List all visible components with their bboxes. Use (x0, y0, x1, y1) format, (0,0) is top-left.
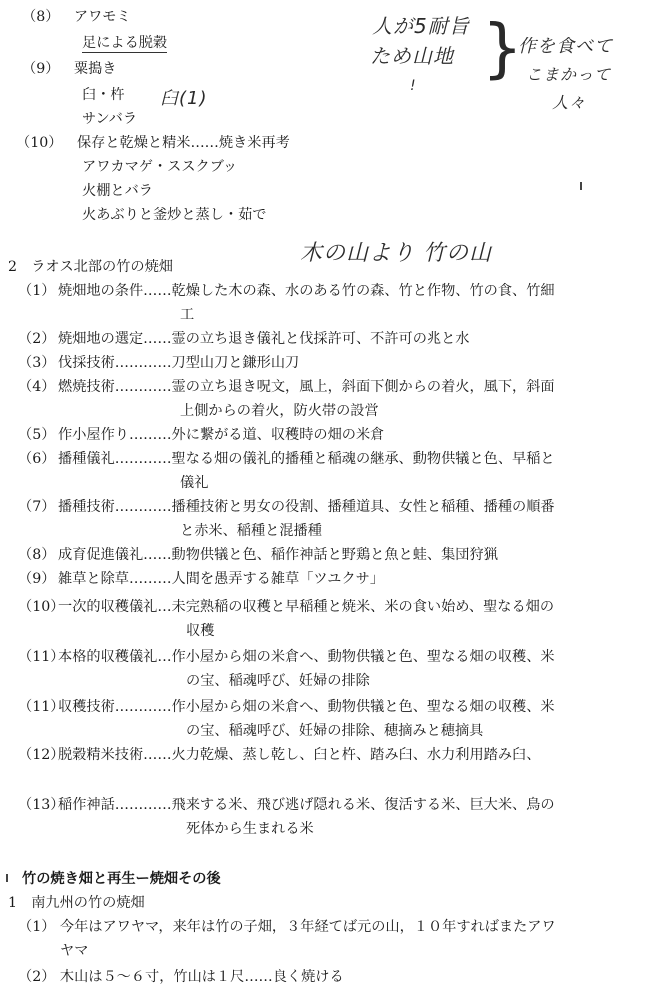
section-2-item-line (18, 282, 555, 300)
section-3-subheading: 1 南九州の竹の焼畑 (8, 895, 145, 911)
section-2-item-number: （8） (18, 547, 56, 563)
section-2-item-description-cont: 上側からの着火，防火帯の設営 (180, 403, 379, 419)
section-2-item-number: （10） (18, 599, 65, 615)
item9-number: （9） (22, 61, 60, 77)
section-2-item-number: （4） (18, 379, 56, 395)
section-2-item-description: 火力乾燥、蒸し乾し、臼と杵、踏み臼、水力利用踏み臼、 (171, 747, 541, 763)
item10-sub1: アワカマゲ・ススクブッ (82, 159, 238, 175)
section-2-item-description: 聖なる畑の儀礼的播種と稲魂の継承、動物供犠と色、早稲と (171, 451, 555, 467)
section-2-item-title: 播種儀礼………… (58, 451, 172, 467)
section-2-item-description: 人間を愚弄する雑草「ツユクサ」 (171, 571, 385, 587)
item10-sub3-line (82, 206, 266, 224)
section-2-item-title: 焼畑地の選定…… (58, 331, 172, 347)
section-2-item-title: 播種技術………… (58, 499, 172, 515)
section-2-item-description-cont: 収穫 (186, 623, 215, 639)
section-3-item1-line (18, 918, 556, 936)
margin-mark (6, 874, 8, 882)
section-2-item-description-cont: の宝、稲魂呼び、妊婦の排除 (186, 673, 370, 689)
section-2-item-description: 動物供犠と色、稲作神話と野鶏と魚と蛙、集団狩猟 (171, 547, 498, 563)
section-2-item-description: 飛来する米、飛び逃げ隠れる米、復活する米、巨大米、鳥の (171, 797, 555, 813)
section-2-item-line (18, 698, 555, 716)
item9-sub2: サンバラ (82, 111, 138, 127)
item10-sub1-line (82, 158, 237, 176)
section-2-item-number: （12） (18, 747, 65, 763)
section-2-item-title: 作小屋作り……… (58, 427, 172, 443)
section-2-item-description-cont: の宝、稲魂呼び、妊婦の排除、穂摘みと穂摘具 (186, 723, 484, 739)
section-2-item-line (18, 598, 554, 616)
section-3-item2-number: （2） (18, 969, 56, 985)
section-2-item-title: 焼畑地の条件…… (58, 283, 172, 299)
section-2-item-line (18, 330, 469, 348)
item9-sub1: 臼・杵 (82, 87, 125, 103)
item10-sub2-line (82, 182, 153, 200)
section-2-item-line (18, 498, 555, 516)
section-3-item1-number: （1） (18, 919, 56, 935)
section-2-item-description-cont: 死体から生まれる米 (186, 821, 314, 837)
section-2-item-description: 播種技術と男女の役割、播種道具、女性と稲種、播種の順番 (171, 499, 555, 515)
section-2-item-description: 作小屋から畑の米倉へ、動物供犠と色、聖なる畑の収穫、米 (171, 649, 555, 665)
item9-title: 粟搗き (73, 61, 117, 77)
item10-sub2: 火棚とバラ (82, 183, 153, 199)
section-2-item-title: 雑草と除草……… (58, 571, 172, 587)
section-2-item-line (18, 450, 555, 468)
item10-line (16, 134, 290, 152)
section-2-item-number: （11） (18, 699, 65, 715)
section-2-item-number: （9） (18, 571, 56, 587)
section-2-item-line (18, 426, 384, 444)
section-2-item-line (18, 570, 384, 588)
section-3-item2-text: 木山は５～６寸，竹山は１尺……良く焼ける (59, 969, 344, 985)
handwritten-note-section2: 木の山より 竹の山 (300, 241, 492, 266)
item8-sub: 足による脱穀 (82, 35, 168, 51)
section-2-item-line (18, 546, 498, 564)
section-2-item-number: （2） (18, 331, 56, 347)
section-2-item-title: 一次的収穫儀礼… (58, 599, 172, 615)
item8-number: （8） (22, 9, 60, 25)
pencil-mark (580, 182, 582, 190)
item10-sub3: 火あぶりと釜炒と蒸し・茹で (82, 207, 267, 223)
section-2-item-description: 未完熟稲の収穫と早稲種と焼米、米の食い始め、聖なる畑の (171, 599, 555, 615)
section-2-heading: 2 ラオス北部の竹の焼畑 (8, 259, 173, 275)
item9-sub1-line (82, 86, 125, 104)
section-2-item-number: （6） (18, 451, 56, 467)
section-2-item-number: （13） (18, 797, 65, 813)
section-3-item2-line (18, 968, 344, 986)
section-2-item-line (18, 354, 299, 372)
section-2-item-title: 稲作神話………… (58, 797, 172, 813)
section-2-item-title: 燃焼技術………… (58, 379, 172, 395)
item9-line (22, 60, 117, 78)
section-2-item-number: （1） (18, 283, 56, 299)
section-2-item-description: 作小屋から畑の米倉へ、動物供犠と色、聖なる畑の収穫、米 (171, 699, 555, 715)
handwritten-note-upper-3: ! (410, 78, 417, 94)
section-2-item-number: （11） (18, 649, 65, 665)
section-2-item-line (18, 378, 555, 396)
section-2-item-line (18, 796, 555, 814)
section-2-item-number: （3） (18, 355, 56, 371)
section-2-item-description-cont: と赤米、稲種と混播種 (180, 523, 322, 539)
item9-sub2-line (82, 110, 137, 128)
section-2-item-title: 本格的収穫儀礼… (58, 649, 172, 665)
section-2-item-description: 霊の立ち退き儀礼と伐採許可、不許可の兆と水 (171, 331, 470, 347)
item10-number: （10） (16, 135, 63, 151)
section-2-item-description: 刀型山刀と鎌形山刀 (171, 355, 300, 371)
section-3-item1-text: 今年はアワヤマ，来年は竹の子畑，３年経てば元の山，１０年すればまたアワ (59, 919, 556, 935)
section-2-item-description: 霊の立ち退き呪文，風上，斜面下側からの着火，風下，斜面 (171, 379, 555, 395)
section-2-item-description-cont: 儀礼 (180, 475, 209, 491)
handwritten-note-right-3: 人々 (552, 93, 587, 112)
section-2-item-line (18, 648, 555, 666)
section-2-item-number: （5） (18, 427, 56, 443)
section-2-item-description-cont: 工 (180, 307, 195, 323)
section-2-item-line (18, 746, 540, 764)
handwritten-note-item9: 臼(1) (160, 88, 208, 109)
item8-title: アワモミ (73, 9, 131, 25)
section-2-item-title: 脱穀精米技術…… (58, 747, 172, 763)
item8-line (22, 8, 131, 26)
section-2-item-title: 収穫技術………… (58, 699, 172, 715)
handwritten-note-upper-2: ため山地 (370, 44, 454, 68)
section-2-item-description: 乾燥した木の森、水のある竹の森、竹と作物、竹の食、竹細 (171, 283, 555, 299)
handwritten-note-upper-1: 人が5耐旨 (372, 14, 470, 38)
section-2-item-description: 外に繋がる道、収穫時の畑の米倉 (171, 427, 385, 443)
section-2-item-title: 成育促進儀礼…… (58, 547, 172, 563)
item10-title: 保存と乾燥と精米……焼き米再考 (76, 135, 290, 151)
handwritten-note-right-1: 作を食べて (518, 36, 613, 57)
section-3-heading: 竹の焼き畑と再生ー焼畑その後 (22, 871, 221, 887)
handwritten-brace: } (482, 12, 523, 86)
section-2-item-number: （7） (18, 499, 56, 515)
item8-sub-line (82, 34, 167, 52)
section-3-item1-cont: ヤマ (60, 943, 89, 959)
handwritten-note-right-2: こまかって (526, 65, 612, 84)
section-2-item-title: 伐採技術………… (58, 355, 172, 371)
